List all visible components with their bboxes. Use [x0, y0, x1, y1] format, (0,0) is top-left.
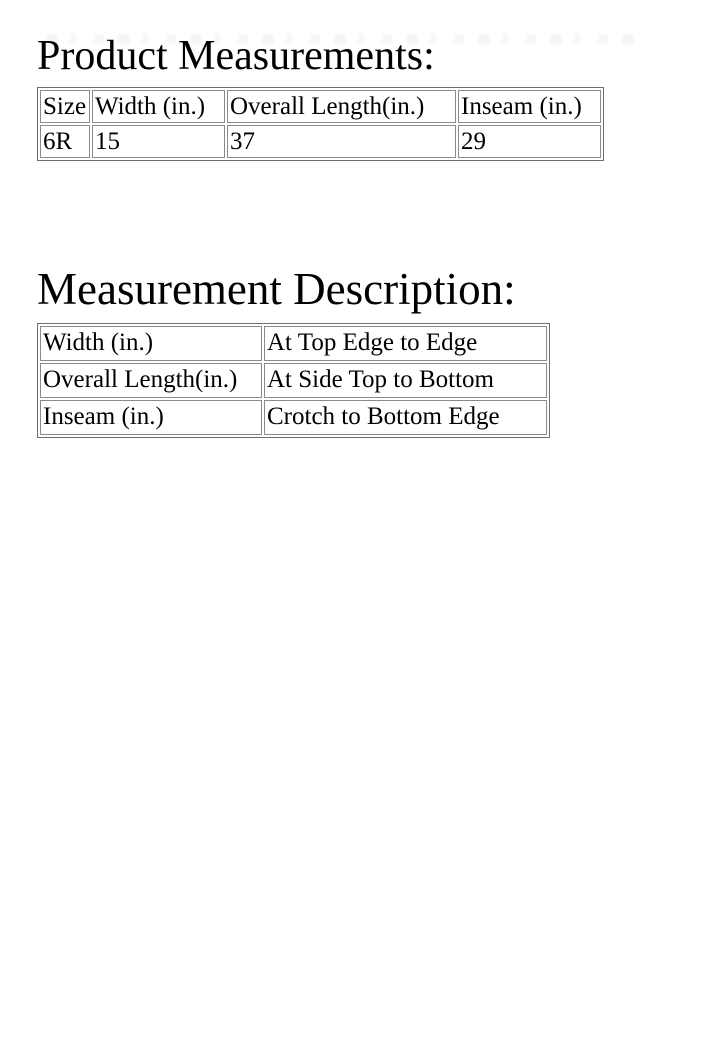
measurement-name-cell: Inseam (in.)	[40, 400, 262, 435]
size-value-cell: 6R	[40, 125, 90, 158]
overall-length-value-cell: 37	[227, 125, 456, 158]
measurement-row-width	[40, 326, 547, 361]
column-header-overall-length: Overall Length(in.)	[227, 90, 456, 123]
column-header-width: Width (in.)	[92, 90, 225, 123]
inseam-value-cell: 29	[458, 125, 601, 158]
width-value-cell: 15	[92, 125, 225, 158]
measurement-name-cell: Width (in.)	[40, 326, 262, 361]
measurement-row-overall-length	[40, 363, 547, 398]
measurement-name-cell: Overall Length(in.)	[40, 363, 262, 398]
clipped-text-artifact	[46, 34, 636, 44]
measurement-row-inseam	[40, 400, 547, 435]
measurement-description-heading: Measurement Description:	[37, 264, 516, 315]
measurement-description-table	[37, 323, 550, 438]
measurement-description-cell: Crotch to Bottom Edge	[264, 400, 547, 435]
page-content	[0, 32, 723, 438]
product-measurements-data-row	[40, 125, 601, 158]
product-measurements-table	[37, 87, 604, 161]
column-header-size: Size	[40, 90, 90, 123]
column-header-inseam: Inseam (in.)	[458, 90, 601, 123]
measurement-description-cell: At Top Edge to Edge	[264, 326, 547, 361]
measurement-description-cell: At Side Top to Bottom	[264, 363, 547, 398]
product-measurements-header-row	[40, 90, 601, 123]
product-measurements-heading: Product Measurements:	[37, 33, 435, 79]
